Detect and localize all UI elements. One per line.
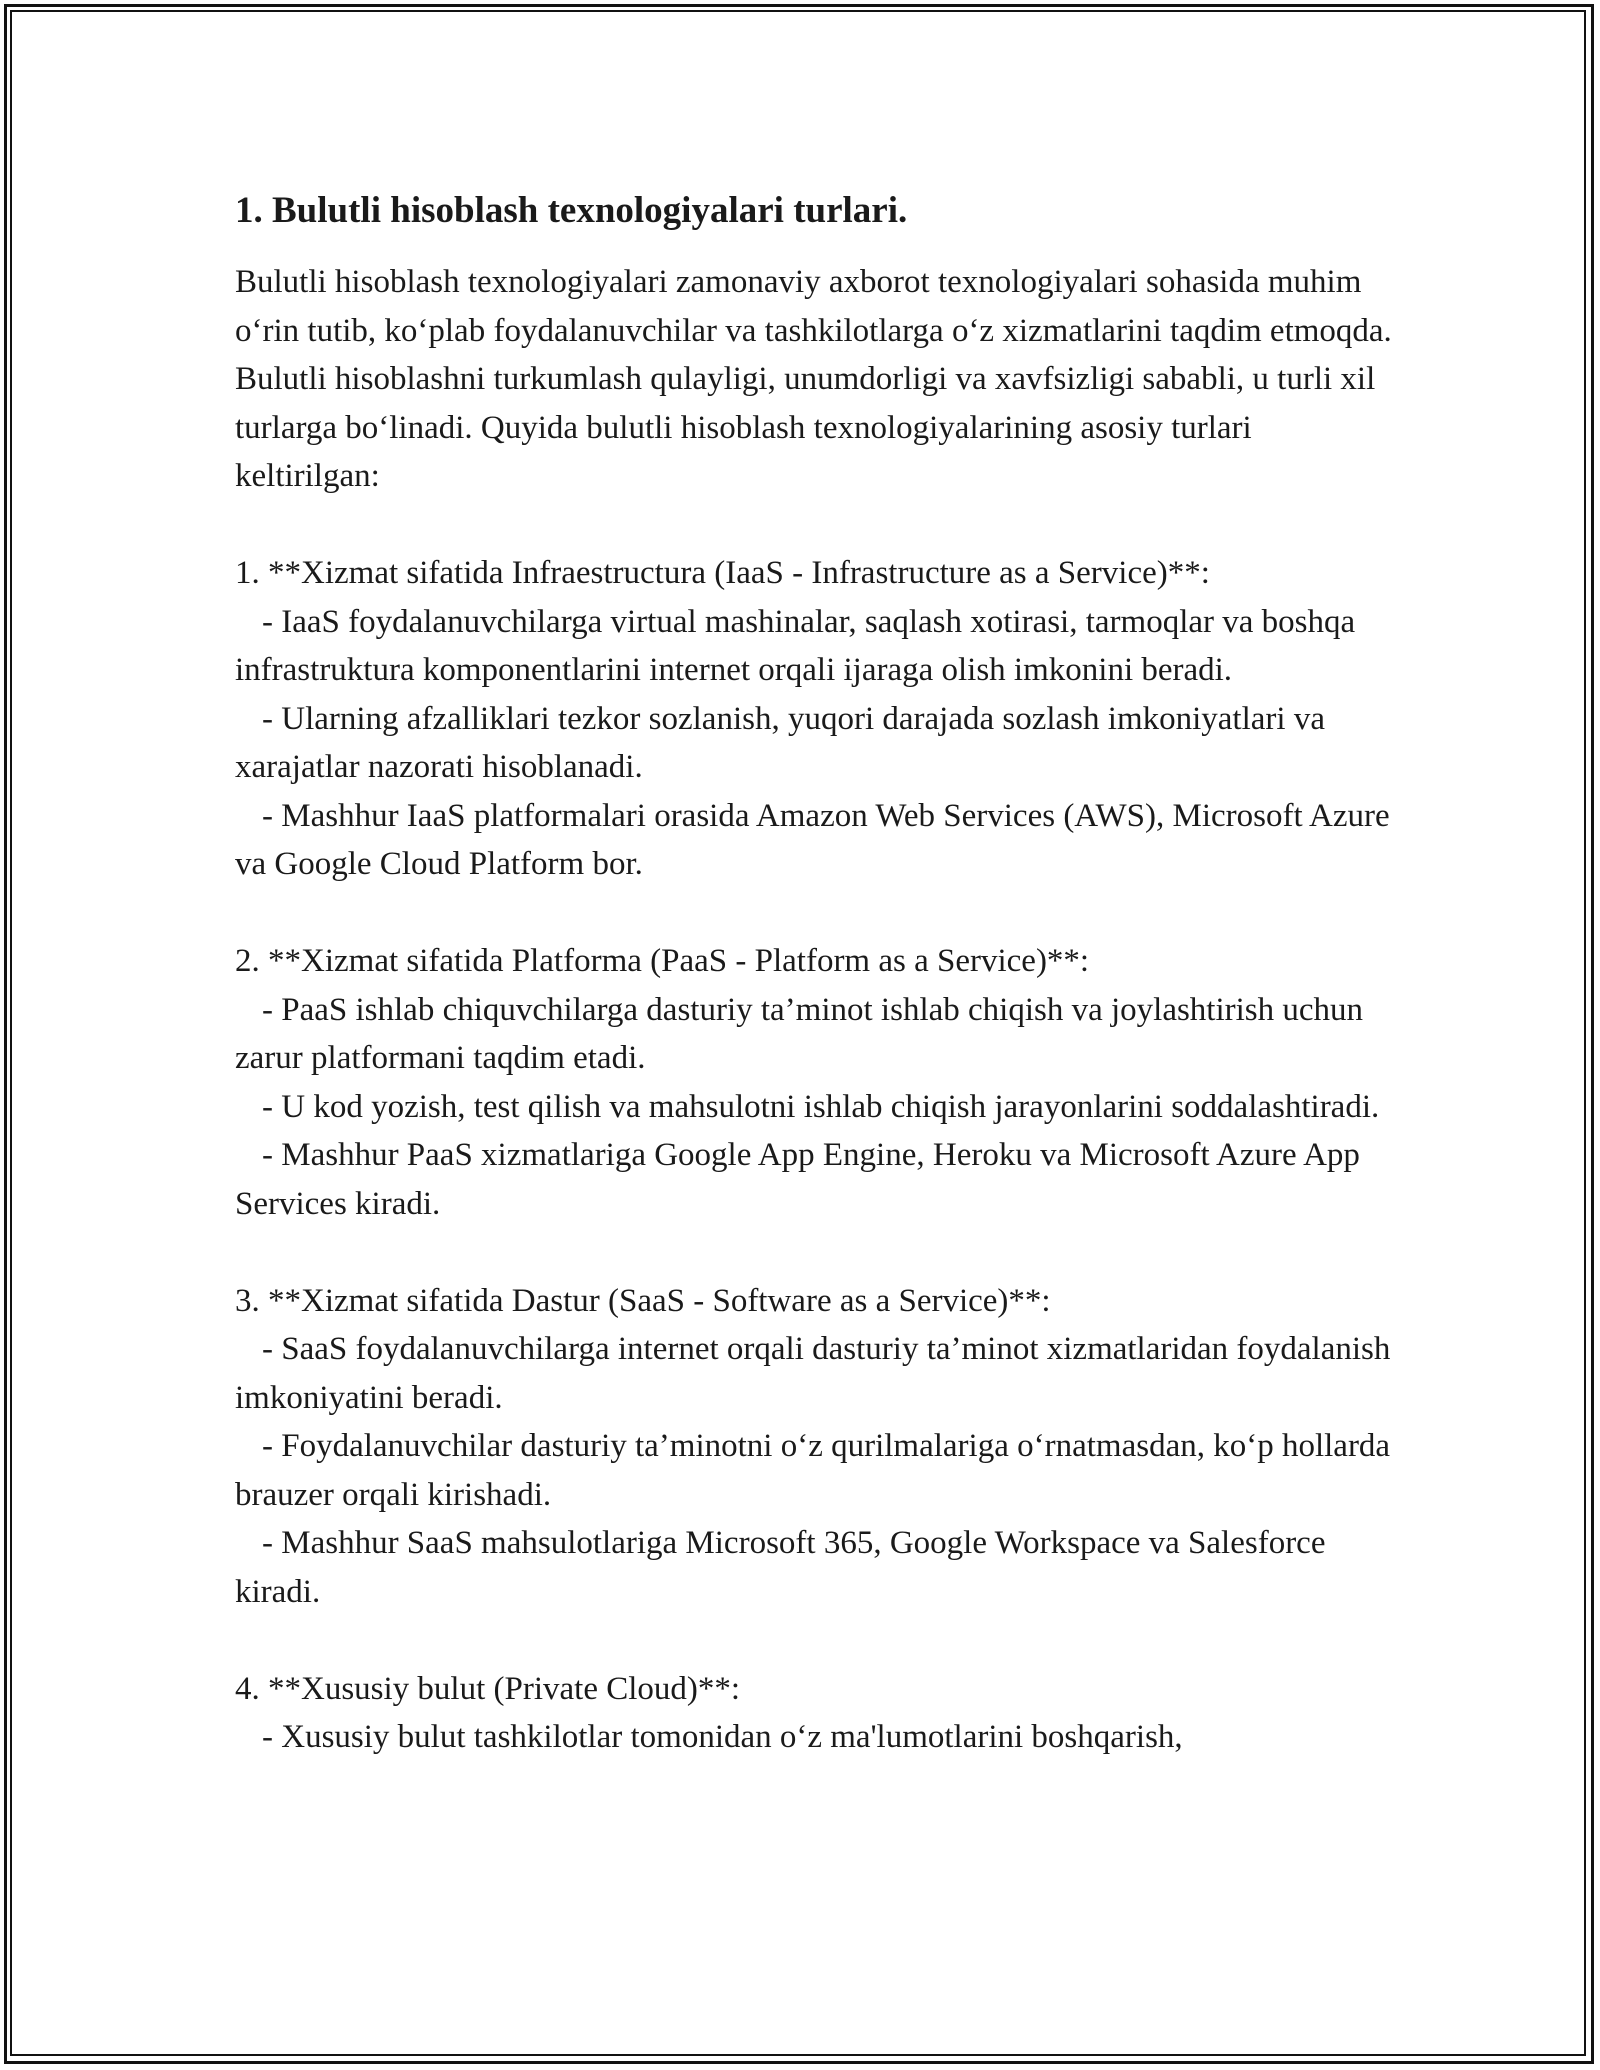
bullet-item: - PaaS ishlab chiquvchilarga dasturiy ta’minot ishlab chiqish va joylashtirish uchun zarur platformani taqdim etadi. [235,991,1364,1076]
spacer [235,1228,1395,1277]
bullet-item: - Mashhur SaaS mahsulotlariga Microsoft 365, Google Workspace va Salesforce kiradi. [235,1525,1326,1610]
bullet-item: - Mashhur PaaS xizmatlariga Google App Engine, Heroku va Microsoft Azure App Services kiradi. [235,1137,1360,1222]
bullet-item: - U kod yozish, test qilish va mahsulotni ishlab chiqish jarayonlarini soddalashtiradi. [262,1088,1380,1125]
spacer [235,1616,1395,1665]
bullet-item: - Xususiy bulut tashkilotlar tomonidan o‘z ma'lumotlarini boshqarish, [262,1719,1183,1755]
section-heading: 1. **Xizmat sifatida Infraestructura (IaaS - Infrastructure as a Service)**: [235,555,1210,591]
bullet-item: - SaaS foydalanuvchilarga internet orqali dasturiy ta’minot xizmatlaridan foydalanish imkoniyatini beradi. [235,1331,1391,1416]
section-saas [235,1277,1395,1617]
section-private-cloud [235,1665,1395,1762]
bullet-item: - IaaS foydalanuvchilarga virtual mashinalar, saqlash xotirasi, tarmoqlar va boshqa infrastruktura komponentlarini internet orqali ijaraga olish imkonini beradi. [235,603,1356,688]
intro-paragraph: Bulutli hisoblash texnologiyalari zamonaviy axborot texnologiyalari sohasida muhim o‘rin tutib, ko‘plab foydalanuvchilar va tashkilotlarga o‘z xizmatlarini taqdim etmoqda. Bulutli hisoblashni turkumlash qulayligi, unumdorligi va xavfsizligi sababli, u turli xil turlarga bo‘linadi. Quyida bulutli hisoblash texnologiyalarining asosiy turlari keltirilgan: [235,264,1392,494]
bullet-item: - Ularning afzalliklari tezkor sozlanish, yuqori darajada sozlash imkoniyatlari va xarajatlar nazorati hisoblanadi. [235,700,1325,785]
spacer [235,501,1395,550]
document-title: 1. Bulutli hisoblash texnologiyalari turlari. [235,190,908,231]
bullet-item: - Foydalanuvchilar dasturiy ta’minotni o‘z qurilmalariga o‘rnatmasdan, ko‘p hollarda brauzer orqali kirishadi. [235,1428,1391,1513]
section-heading: 3. **Xizmat sifatida Dastur (SaaS - Software as a Service)**: [235,1282,1051,1319]
spacer [235,889,1395,938]
document-page [235,186,1395,1762]
section-heading: 4. **Xususiy bulut (Private Cloud)**: [235,1670,741,1707]
bullet-item: - Mashhur IaaS platformalari orasida Amazon Web Services (AWS), Microsoft Azure va Google Cloud Platform bor. [235,797,1390,882]
section-paas [235,937,1395,1228]
section-iaas [235,549,1395,889]
section-heading: 2. **Xizmat sifatida Platforma (PaaS - Platform as a Service)**: [235,943,1090,979]
